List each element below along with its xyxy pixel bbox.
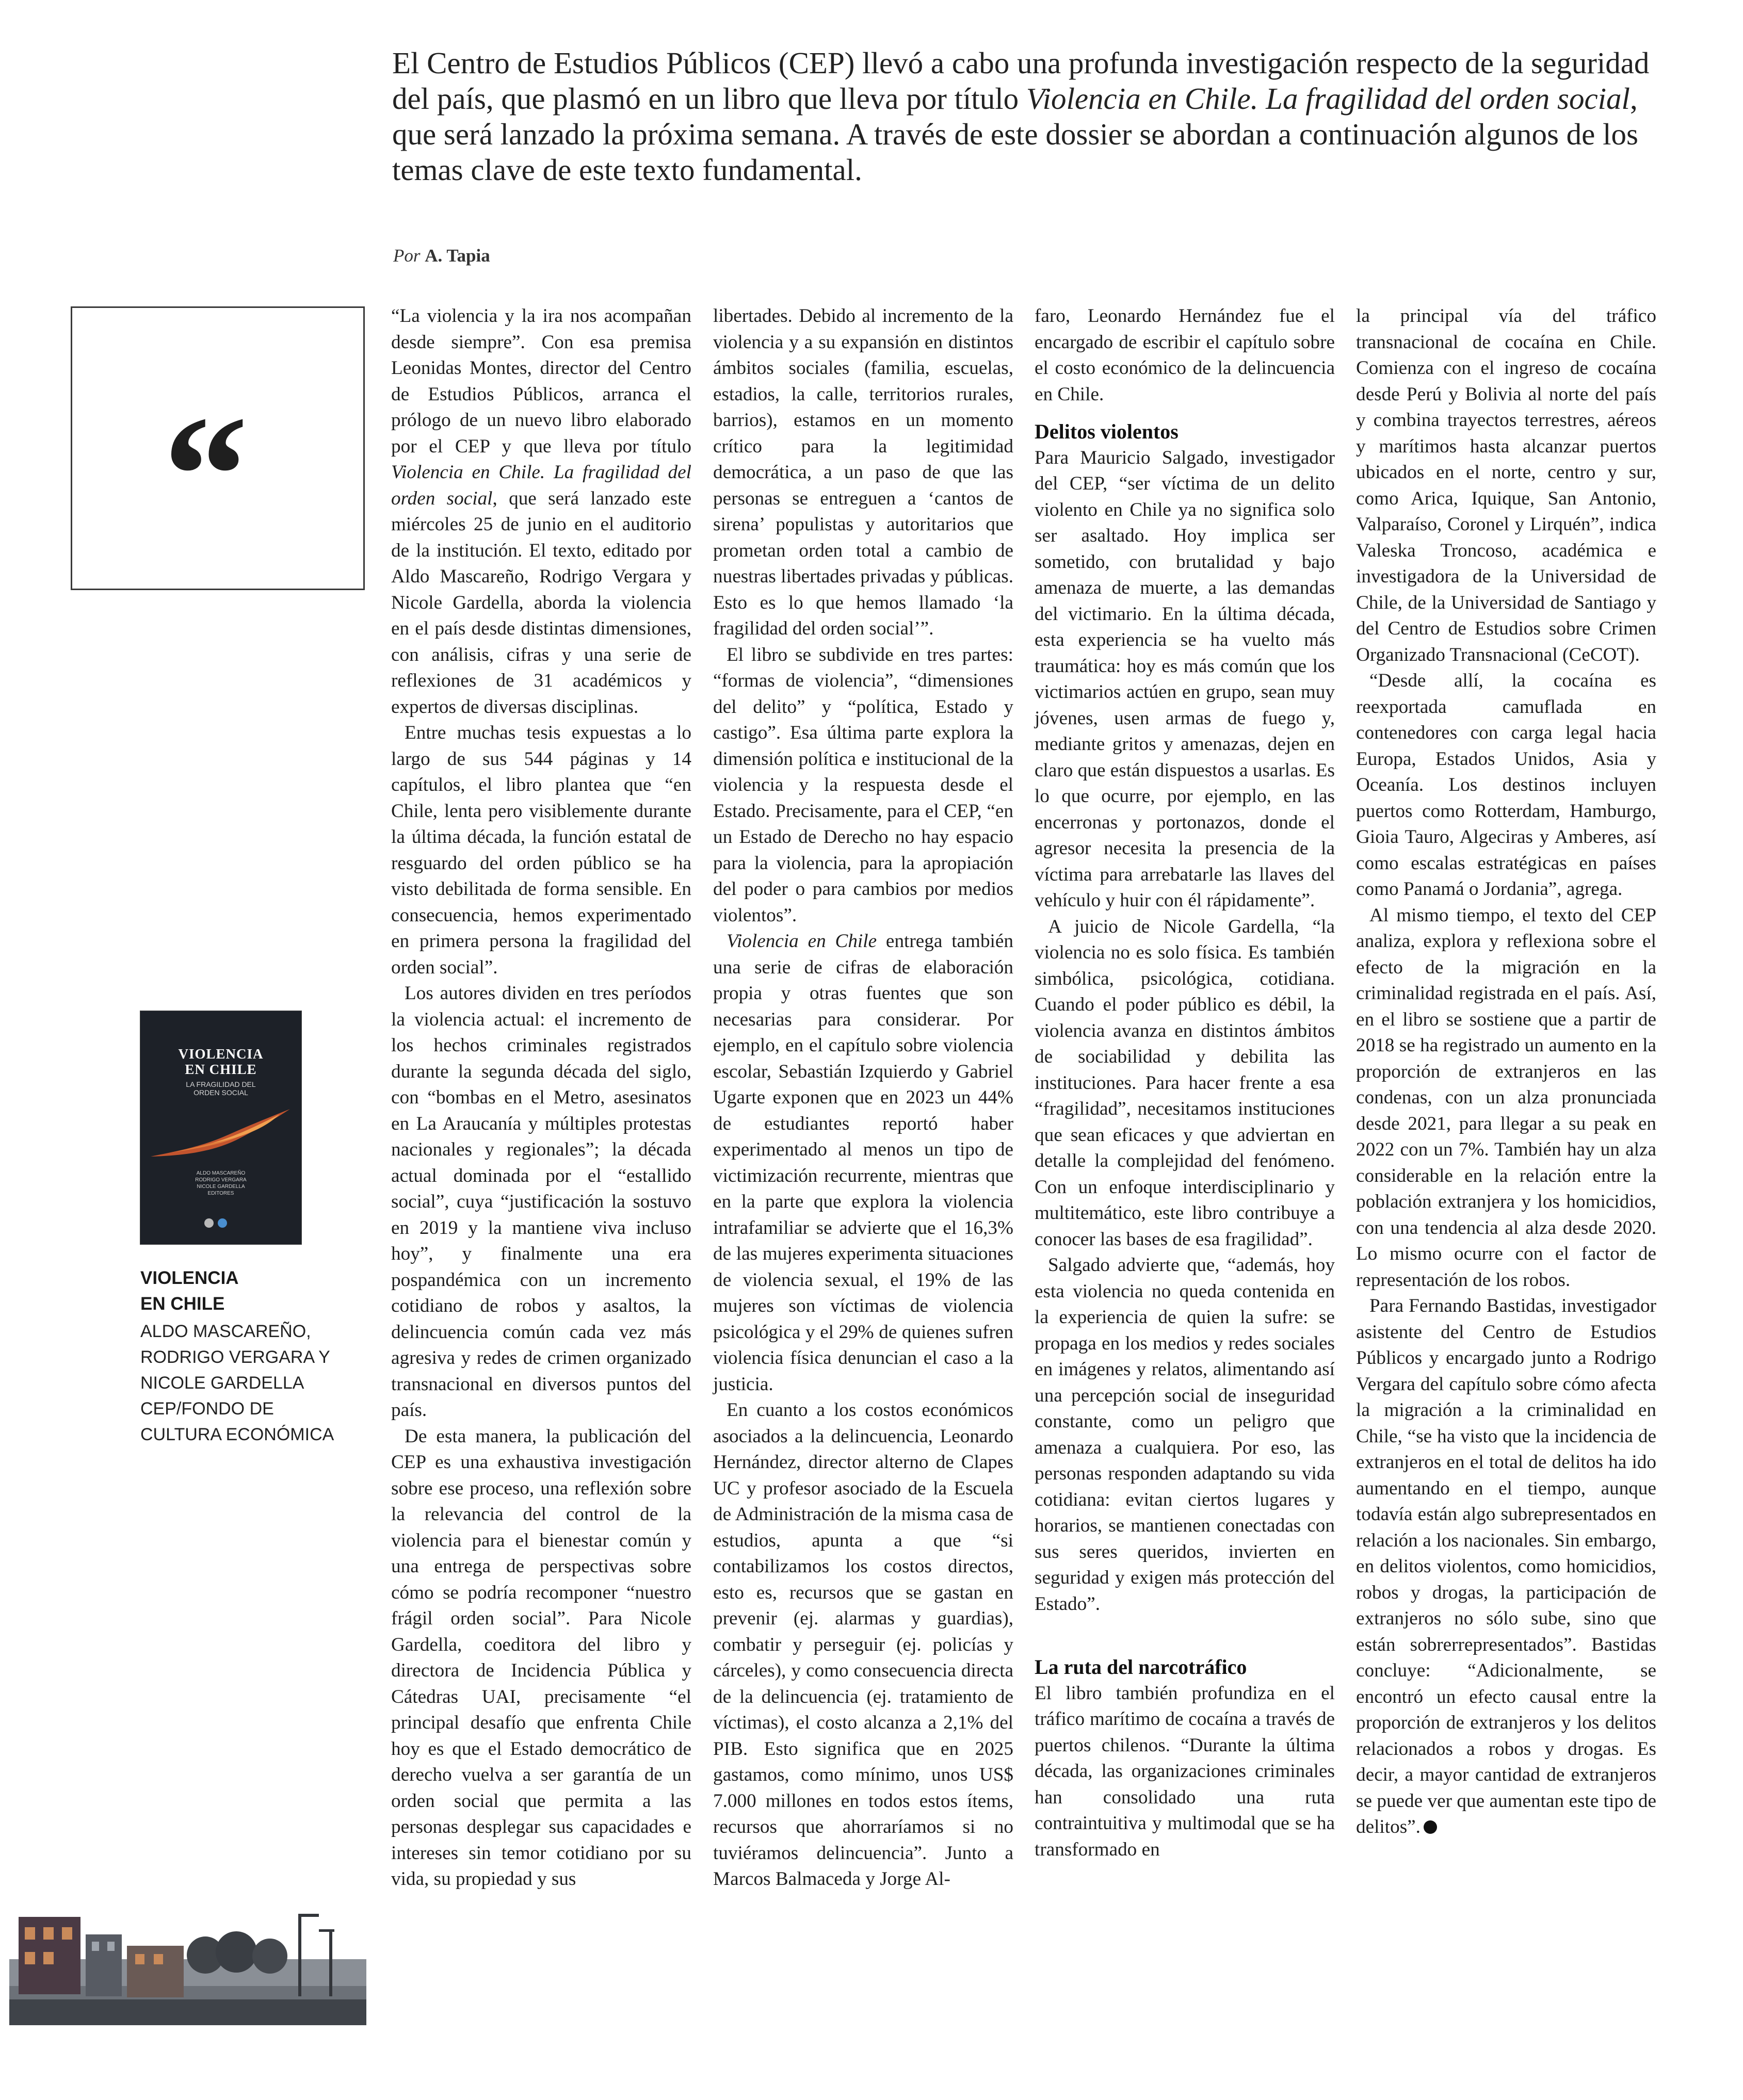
- city-skyline-illustration: [9, 1898, 366, 2025]
- paragraph: Al mismo tiempo, el texto del CEP analiza, explora y reflexiona sobre el efecto de la migración en la criminalidad registrada en el país. Así, en el libro se sostiene que a partir de 2018 se ha registrado un aumento en la proporción de extranjeros en las condenas, con un alza pronunciada desde 2021, para llegar a su peak en 2022 con un 7%. También hay un alza considerable en la relación entre la población extranjera y los homicidios, con una tendencia al alza desde 2020. Lo mismo ocurre con el factor de representación de los robos.: [1356, 904, 1656, 1291]
- paragraph: “Desde allí, la cocaína es reexportada camuflada en contenedores con carga legal hacia Europa, Estados Unidos, Asia y Oceanía. Los destinos incluyen puertos como Rotterdam, Hamburgo, Gioia Tauro, Algeciras y Amberes, así como escalas estratégicas en países como Panamá o Jordania”, agrega.: [1356, 670, 1656, 900]
- book-title: VIOLENCIA EN CHILE: [140, 1268, 239, 1314]
- byline: [393, 246, 490, 266]
- paragraph: Para Mauricio Salgado, investigador del CEP, “ser víctima de un delito violento en Chile ya no significa solo ser asaltado. Hoy implica ser sometido, con brutalidad y bajo amenaza de muerte, a las demandas del victimario. En la última década, esta experiencia se ha vuelto más traumática: hoy es más común que los victimarios actúen en grupo, sean muy jóvenes, usen armas de fuego y, mediante gritos y amenazas, dejen en claro que están dispuestos a usarlas. Es lo que ocurre, por ejemplo, en las encerronas y portonazos, donde el agresor necesita la presencia de la víctima para arrebatarle las llaves del vehículo y huir con él rápidamente”.: [1035, 447, 1335, 911]
- paragraph: “La violencia y la ira nos acompañan desde siempre”. Con esa premisa Leonidas Montes, director del Centro de Estudios Públicos, arranca el prólogo de un nuevo libro elaborado por el CEP y que lleva por título Violencia en Chile. La fragilidad del orden social, que será lanzado este miércoles 25 de junio en el auditorio de la institución. El texto, editado por Aldo Mascareño, Rodrigo Vergara y Nicole Gardella, aborda la violencia en el país desde distintas dimensiones, con análisis, cifras y una serie de reflexiones de 31 académicos y expertos de diversas disciplinas.: [391, 305, 691, 718]
- paragraph: El libro se subdivide en tres partes: “formas de violencia”, “dimensiones del delito” y “política, Estado y castigo”. Esa última parte explora la dimensión política e institucional de la violencia y la respuesta desde el Estado. Precisamente, para el CEP, “en un Estado de Derecho no hay espacio para la violencia, para la apropiación del poder o para cambios por medios violentos”.: [713, 644, 1013, 926]
- paragraph: la principal vía del tráfico transnacional de cocaína en Chile. Comienza con el ingreso de cocaína desde Perú y Bolivia al norte del país y combina trayectos terrestres, aéreos y marítimos hasta alcanzar puertos ubicados en el norte, centro y sur, como Arica, Iquique, San Antonio, Valparaíso, Coronel y Lirquén”, indica Valeska Troncoso, académica e investigadora de la Universidad de Chile, de la Universidad de Santiago y del Centro de Estudios sobre Crimen Organizado Transnacional (CeCOT).: [1356, 305, 1656, 665]
- article-column-2: [713, 303, 1013, 1893]
- intro-deck: El Centro de Estudios Públicos (CEP) llevó a cabo una profunda investigación respecto de la seguridad del país, que plasmó en un libro que lleva por título Violencia en Chile. La fragilidad del orden social, que será lanzado la próxima semana. A través de este dossier se abordan a continuación algunos de los temas clave de este texto fundamental.: [392, 46, 1650, 187]
- paragraph: De esta manera, la publicación del CEP es una exhaustiva investigación sobre ese proceso, una reflexión sobre la relevancia del control de la violencia para el bienestar común y una entrega de perspectivas sobre cómo se podría recomponer “nuestro frágil orden social”. Para Nicole Gardella, coeditora del libro y directora de Incidencia Pública y Cátedras UAI, precisamente “el principal desafío que enfrenta Chile hoy es que el Estado democrático de derecho vuelva a ser garantía de un orden social que permita a las personas desplegar sus capacidades e intereses sin temor cotidiano por su vida, su propiedad y sus: [391, 1425, 691, 1890]
- fce-logo-icon: [218, 1218, 227, 1228]
- paragraph: En cuanto a los costos económicos asociados a la delincuencia, Leonardo Hernández, director alterno de Clapes UC y profesor asociado de la Escuela de Administración de la misma casa de estudios, apunta a que “si contabilizamos los costos directos, esto es, recursos que se gastan en prevenir (ej. alarmas y guardias), combatir y perseguir (ej. policías y cárceles), y como consecuencia directa de la delincuencia (ej. tratamiento de víctimas), el costo alcanza a 2,1% del PIB. Esto significa que en 2025 gastamos, como mínimo, unos US$ 7.000 millones en todos estos ítems, recursos que ahorraríamos si no tuviéramos delincuencia”. Junto a Marcos Balmaceda y Jorge Al-: [713, 1399, 1013, 1890]
- book-cover-title: VIOLENCIA EN CHILE: [178, 1046, 264, 1077]
- paragraph: A juicio de Nicole Gardella, “la violencia no es solo física. Es también simbólica, psicológica, cotidiana. Cuando el poder público es débil, la violencia avanza en distintos ámbitos de sociabilidad y debilita las instituciones. Para hacer frente a esa “fragilidad”, necesitamos instituciones que sean eficaces y que adviertan en detalle la complejidad del fenómeno. Con un enfoque interdisciplinario y multitemático, este libro contribuye a conocer las bases de esa fragilidad”.: [1035, 916, 1335, 1250]
- book-cover-flame-graphic: [140, 1099, 301, 1166]
- book-cover: [140, 1011, 301, 1244]
- spacer: [1035, 408, 1335, 419]
- paragraph: El libro también profundiza en el tráfico marítimo de cocaína a través de puertos chilenos. “Durante la última década, las organizaciones criminales han consolidado una ruta contraintuitiva y multimodal que se ha transformado en: [1035, 1682, 1335, 1860]
- paragraph: Entre muchas tesis expuestas a lo largo de sus 544 páginas y 14 capítulos, el libro plantea que “en Chile, lenta pero visiblemente durante la última década, la función estatal de resguardo del orden público se ha visto debilitada de forma sensible. En consecuencia, hemos experimentado en primera persona la fragilidad del orden social”.: [391, 722, 691, 978]
- quote-box: [71, 306, 365, 590]
- byline-prefix: Por: [393, 246, 421, 266]
- subheading-violent-crimes: Delitos violentos: [1035, 420, 1179, 443]
- end-of-article-icon: [1424, 1820, 1437, 1834]
- cep-logo-icon: [204, 1218, 214, 1228]
- inline-book-title: Violencia en Chile: [727, 931, 877, 952]
- quote-mark-icon: “: [163, 381, 248, 569]
- paragraph: Salgado advierte que, “además, hoy esta violencia no queda contenida en la experiencia de quien la sufre: se propaga en los medios y redes sociales en imágenes y relatos, alimentando así una percepción social de inseguridad constante, como un peligro que amenaza a cualquiera. Por eso, las personas responden adaptando su vida cotidiana: evitan ciertos lugares y horarios, se mantienen conectadas con sus seres queridos, invierten en seguridad y exigen más protección del Estado”.: [1035, 1255, 1335, 1615]
- book-cover-authors: ALDO MASCAREÑO RODRIGO VERGARA NICOLE GARDELLA EDITORES: [195, 1170, 247, 1196]
- byline-author: A. Tapia: [425, 246, 490, 266]
- article-column-1: [391, 303, 691, 1893]
- intro-book-title: Violencia en Chile. La fragilidad del orden social: [1026, 82, 1630, 116]
- book-cover-publisher-logos: [204, 1218, 237, 1228]
- paragraph: Violencia en Chile entrega también una serie de cifras de elaboración propia y otras fuentes que son necesarias para considerar. Por ejemplo, en el capítulo sobre violencia escolar, Sebastián Izquierdo y Gabriel Ugarte exponen que en 2023 un 44% de estudiantes reportó haber experimentado al menos un tipo de victimización recurrente, mientras que en la parte que explora la violencia intrafamiliar se advierte que el 16,3% de las mujeres experimenta situaciones de violencia sexual, el 19% de las mujeres son víctimas de violencia psicológica y el 29% de quienes sufren violencia física denuncian el caso a la justicia.: [713, 931, 1013, 1395]
- spacer: [1035, 1617, 1335, 1654]
- book-cover-subtitle: LA FRAGILIDAD DEL ORDEN SOCIAL: [186, 1080, 256, 1097]
- article-column-3: [1035, 303, 1335, 1863]
- paragraph: Para Fernando Bastidas, investigador asistente del Centro de Estudios Públicos y encargado junto a Rodrigo Vergara del capítulo sobre cómo afecta la migración a la criminalidad en Chile, “se ha visto que la incidencia de extranjeros en el total de delitos ha ido aumentando en el tiempo, aunque todavía están algo subrepresentados en relación a los nacionales. Sin embargo, en delitos violentos, como homicidios, robos y drogas, la participación de extranjeros no sólo sube, sino que están sobrerrepresentados”. Bastidas concluye: “Adicionalmente, se encontró un efecto causal entre la proporción de extranjeros y los delitos relacionados a robos y drogas. Es decir, a mayor cantidad de extranjeros se puede ver que aumentan este tipo de delitos”.: [1356, 1295, 1656, 1837]
- article-column-4: [1356, 303, 1656, 1841]
- book-meta: ALDO MASCAREÑO, RODRIGO VERGARA Y NICOLE GARDELLA CEP/FONDO DE CULTURA ECONÓMICA: [140, 1322, 334, 1444]
- paragraph: faro, Leonardo Hernández fue el encargado de escribir el capítulo sobre el costo económico de la delincuencia en Chile.: [1035, 305, 1335, 405]
- paragraph: Los autores dividen en tres períodos la violencia actual: el incremento de los hechos criminales registrados durante la segunda década del siglo, con “bombas en el Metro, asesinatos en La Araucanía y múltiples protestas nacionales y regionales”; la década actual dominada por el “estallido social”, cuya “justificación la sostuvo en 2019 y la mantiene viva incluso hoy”, y finalmente una era pospandémica con un incremento cotidiano de robos y asaltos, la delincuencia común cada vez más agresiva y redes de crimen organizado transnacional en diversos puntos del país.: [391, 983, 691, 1421]
- subheading-narco-route: La ruta del narcotráfico: [1035, 1655, 1247, 1679]
- paragraph: libertades. Debido al incremento de la violencia y a su expansión en distintos ámbitos sociales (familia, escuelas, estadios, la calle, territorios rurales, barrios), estamos en un momento crítico para la legitimidad democrática, a un paso de que las personas se entreguen a ‘cantos de sirena’ populistas y autoritarios que prometan orden total a cambio de nuestras libertades privadas y públicas. Esto es lo que hemos llamado ‘la fragilidad del orden social’”.: [713, 305, 1013, 639]
- inline-book-title: Violencia en Chile. La fragilidad del orden social: [391, 462, 691, 509]
